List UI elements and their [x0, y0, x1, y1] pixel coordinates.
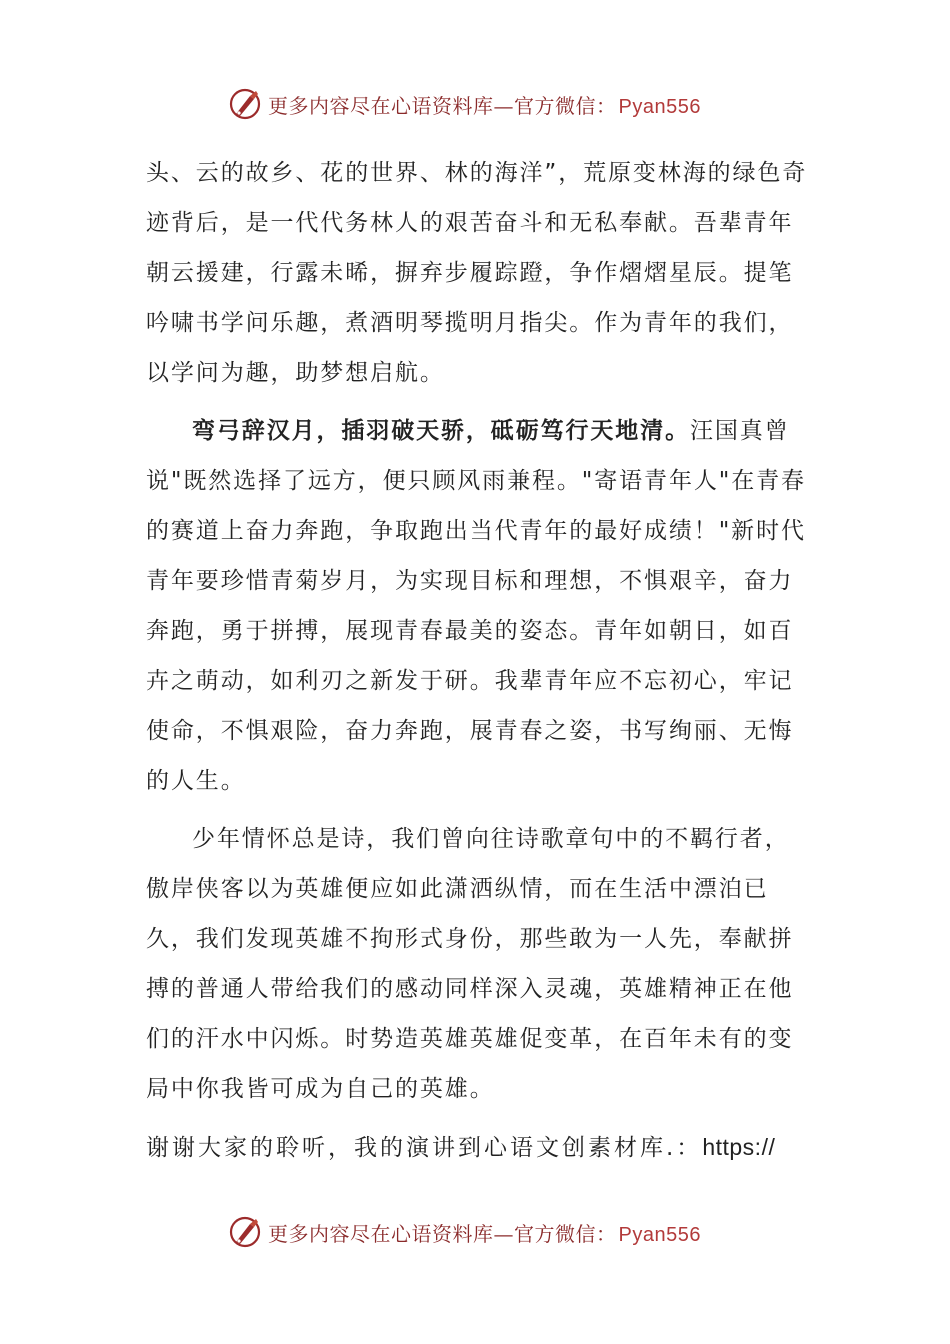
paragraph-2-lead: 弯弓辞汉月，插羽破天骄，砥砺笃行天地清。: [192, 418, 690, 444]
paragraph-2: [146, 406, 808, 806]
document-body: [146, 148, 808, 1173]
header-banner: [228, 84, 748, 124]
header-banner-text: [268, 90, 701, 119]
footer-banner-text: [268, 1218, 701, 1247]
header-banner-separator: —: [493, 93, 514, 118]
footer-wechat-id: Pyan556: [618, 1223, 701, 1246]
closing-line: [146, 1122, 808, 1173]
closing-url[interactable]: https://: [702, 1134, 776, 1160]
footer-banner-separator: —: [493, 1221, 514, 1246]
header-banner-title: 更多内容尽在心语资料库: [268, 93, 494, 118]
closing-text: 谢谢大家的聆听，我的演讲到心语文创素材库.：: [146, 1135, 703, 1161]
pen-logo-icon: [228, 87, 262, 121]
footer-banner: [228, 1212, 748, 1252]
paragraph-3: 少年情怀总是诗，我们曾向往诗歌章句中的不羁行者，傲岸侠客以为英雄便应如此潇洒纵情，而在生活中漂泊已久，我们发现英雄不拘形式身份，那些敢为一人先，奉献拼搏的普通人带给我们的感动同样深入灵魂，英雄精神正在他们的汗水中闪烁。时势造英雄英雄促变革，在百年未有的变局中你我皆可成为自己的英雄。: [146, 826, 794, 1102]
footer-wechat-label: 官方微信：: [514, 1221, 617, 1246]
paragraph-1: 头、云的故乡、花的世界、林的海洋”，荒原变林海的绿色奇迹背后，是一代代务林人的艰苦奋斗和无私奉献。吾辈青年朝云援建，行露未晞，摒弃步履踪蹬，争作熠熠星辰。提笔吟啸书学问乐趣，煮酒明琴揽明月指尖。作为青年的我们，以学问为趣，助梦想启航。: [146, 160, 808, 386]
pen-logo-icon: [228, 1215, 262, 1249]
header-wechat-label: 官方微信：: [514, 93, 617, 118]
header-wechat-id: Pyan556: [618, 95, 701, 118]
footer-banner-title: 更多内容尽在心语资料库: [268, 1221, 494, 1246]
paragraph-2-body: 汪国真曾说"既然选择了远方，便只顾风雨兼程。"寄语青年人"在青春的赛道上奋力奔跑，争取跑出当代青年的最好成绩！"新时代青年要珍惜青菊岁月，为实现目标和理想，不惧艰辛，奋力奔跑，勇于拼搏，展现青春最美的姿态。青年如朝日，如百卉之萌动，如利刃之新发于研。我辈青年应不忘初心，牢记使命，不惧艰险，奋力奔跑，展青春之姿，书写绚丽、无悔的人生。: [146, 418, 806, 794]
